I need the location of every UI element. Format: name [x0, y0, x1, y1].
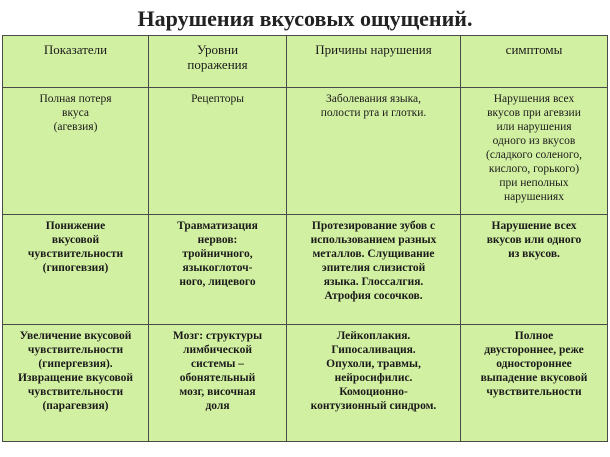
page-title: Нарушения вкусовых ощущений. [137, 6, 473, 31]
cell-symptom: Полное двустороннее, реже одностороннее выпадение вкусовой чувствительности [461, 325, 608, 442]
header-causes: Причины нарушения [287, 36, 461, 88]
cell-lesion-level: Мозг: структуры лимбической системы – обонятельный мозг, височная доля [149, 325, 287, 442]
header-lesion-levels: Уровни поражения [149, 36, 287, 88]
cell-cause: Лейкоплакия. Гипосаливация. Опухоли, травмы, нейросифилис. Комоционно- контузионный синдром. [287, 325, 461, 442]
header-symptoms: симптомы [461, 36, 608, 88]
cell-symptom: Нарушения всех вкусов при агевзии или нарушения одного из вкусов (сладкого соленого, кислого, горького) при неполных нарушениях [461, 88, 608, 215]
cell-indicator: Понижение вкусовой чувствительности (гипогевзия) [3, 215, 149, 325]
taste-disorders-table [2, 35, 608, 442]
header-indicators: Показатели [3, 36, 149, 88]
table-row [3, 325, 608, 442]
cell-lesion-level: Рецепторы [149, 88, 287, 215]
cell-symptom: Нарушение всех вкусов или одного из вкусов. [461, 215, 608, 325]
table-header-row [3, 36, 608, 88]
table-row [3, 88, 608, 215]
cell-cause: Заболевания языка, полости рта и глотки. [287, 88, 461, 215]
cell-cause: Протезирование зубов с использованием разных металлов. Слущивание эпителия слизистой языка. Глоссалгия. Атрофия сосочков. [287, 215, 461, 325]
table-row [3, 215, 608, 325]
cell-indicator: Увеличение вкусовой чувствительности (гипергевзия). Извращение вкусовой чувствительности (парагевзия) [3, 325, 149, 442]
cell-indicator: Полная потеря вкуса (агевзия) [3, 88, 149, 215]
cell-lesion-level: Травматизация нервов: тройничного, языкоглоточ- ного, лицевого [149, 215, 287, 325]
